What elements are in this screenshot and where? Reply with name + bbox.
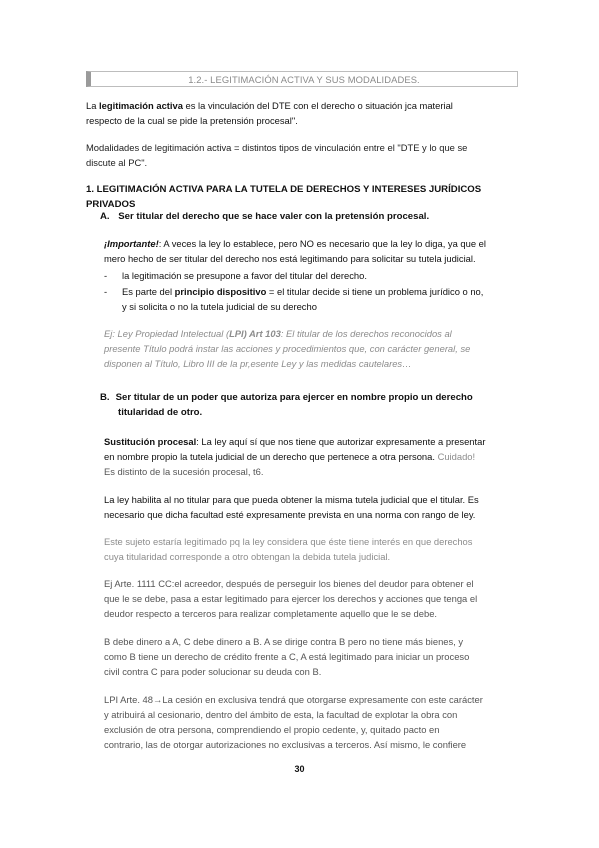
art1111-line3: deudor respecto a terceros para realizar completamente aquello que le se debe. — [104, 608, 438, 619]
section-title-bar — [86, 71, 518, 87]
subheading-a — [100, 209, 540, 224]
subheading-b-line2: titularidad de otro. — [118, 407, 203, 418]
habilita-line1: La ley habilita al no titular para que pueda obtener la misma tutela judicial que el titular. Es — [104, 494, 479, 505]
def-term: legitimación activa — [99, 100, 183, 111]
ej-lpi-post: : El titular de los derechos reconocidos al — [280, 328, 452, 339]
subheading-b-letter: B. — [100, 392, 110, 403]
lpi48-line2: y atribuirá al cesionario, dentro del ámbito de esta, la facultad de explotar la obra con — [104, 709, 458, 720]
lpi48-line3: exclusión de otra persona, comprendiendo el propio cedente, y, quitado pacto en — [104, 724, 440, 735]
bullet-2-post: = el titular decide si tiene un problema jurídico o no, — [266, 286, 484, 297]
subheading-a-letter: A. — [100, 211, 110, 222]
sustitucion-line1: : La ley aquí sí que nos tiene que autorizar expresamente a presentar — [196, 436, 486, 447]
ej-lpi-line2: presente Título podrá instar las acciones y procedimientos que, con carácter general, se — [104, 343, 471, 354]
lpi48-paragraph — [104, 692, 524, 752]
ejemplo-b-line1: B debe dinero a A, C debe dinero a B. A se dirige contra B pero no tiene más bienes, y — [104, 636, 464, 647]
habilita-line2: necesario que dicha facultad esté expresamente prevista en una norma con rango de ley. — [104, 509, 476, 520]
sujeto-line2: cuya titularidad corresponde a otro obtengan la debida tutela judicial. — [104, 551, 391, 562]
ej-lpi-strong: LPI) Art 103 — [229, 328, 281, 339]
bullet-item-1 — [104, 268, 524, 283]
art1111-line1: Ej Arte. 1111 CC:el acreedor, después de perseguir los bienes del deudor para obtener el — [104, 578, 474, 589]
modalidades-paragraph — [86, 140, 526, 170]
bullet-2-strong: principio dispositivo — [174, 286, 267, 297]
ejemplo-b-paragraph — [104, 634, 524, 679]
importante-label: ¡Importante! — [104, 238, 159, 249]
art1111-paragraph — [104, 576, 524, 621]
ejemplo-b-line3: civil contra C para poder solucionar su deuda con B. — [104, 666, 322, 677]
page-number: 30 — [294, 764, 305, 774]
sujeto-line1: Este sujeto estaría legitimado pq la ley considera que éste tiene interés en que derechos — [104, 536, 473, 547]
modalidades-line1: Modalidades de legitimación activa = distintos tipos de vinculación entre el "DTE y lo que se — [86, 142, 468, 153]
sujeto-paragraph — [104, 534, 524, 564]
subheading-b-line1: Ser titular de un poder que autoriza para ejercer en nombre propio un derecho — [115, 392, 473, 403]
bullet-dash: - — [104, 286, 108, 297]
bullet-1-text: la legitimación se presupone a favor del titular del derecho. — [122, 270, 367, 281]
def-line2: respecto de la cual se pide la pretensión procesal". — [86, 115, 298, 126]
definition-paragraph — [86, 98, 526, 128]
bullet-dash: - — [104, 270, 108, 281]
importante-line1: : A veces la ley lo establece, pero NO es necesario que la ley lo diga, ya que el — [158, 238, 486, 249]
def-prefix: La — [86, 100, 100, 111]
sustitucion-line3: Es distinto de la sucesión procesal, t6. — [104, 466, 264, 477]
sustitucion-line2: en nombre propio la tutela judicial de un derecho que pertenece a otra persona. — [104, 451, 435, 462]
lpi48-line4: contrario, las de otorgar autorizaciones no exclusivas a terceros. Así mismo, le confiere — [104, 739, 467, 750]
ej-lpi-line3: disponen al Título, Libro III de la pr,esente Ley y las medidas cautelares… — [104, 358, 412, 369]
importante-line2: mero hecho de ser titular del derecho nos está legitimando para solicitar su tutela judicial. — [104, 253, 476, 264]
art1111-line2: que le se debe, pasa a estar legitimado para ejercer los derechos y acciones que tenga el — [104, 593, 478, 604]
bullet-2-pre: Es parte del — [122, 286, 175, 297]
subheading-b — [100, 390, 520, 420]
section-title: 1.2.- LEGITIMACIÓN ACTIVA Y SUS MODALIDADES. — [188, 73, 420, 85]
sustitucion-cuidado: Cuidado! — [437, 451, 476, 462]
sustitucion-label: Sustitución procesal — [104, 436, 197, 447]
habilita-paragraph — [104, 492, 524, 522]
ej-lpi-pre: Ej: Ley Propiedad Intelectual ( — [104, 328, 230, 339]
bullet-item-2 — [104, 284, 524, 314]
importante-paragraph — [104, 236, 524, 266]
ejemplo-b-line2: como B tiene un derecho de crédito frente a C, A está legitimado para iniciar un proceso — [104, 651, 470, 662]
example-lpi-paragraph — [104, 326, 524, 371]
heading-1: 1. LEGITIMACIÓN ACTIVA PARA LA TUTELA DE DERECHOS Y INTERESES JURÍDICOS PRIVADOS — [86, 184, 482, 210]
subheading-a-text: Ser titular del derecho que se hace valer con la pretensión procesal. — [118, 211, 430, 222]
lpi48-line1: LPI Arte. 48→La cesión en exclusiva tendrá que otorgarse expresamente con este carácter — [104, 694, 483, 705]
modalidades-line2: discute al PC". — [86, 157, 148, 168]
bullet-2-line2: y si solicita o no la tutela judicial de su derecho — [122, 301, 317, 312]
def-line1: es la vinculación del DTE con el derecho o situación jca material — [182, 100, 453, 111]
sustitucion-paragraph — [104, 434, 524, 479]
